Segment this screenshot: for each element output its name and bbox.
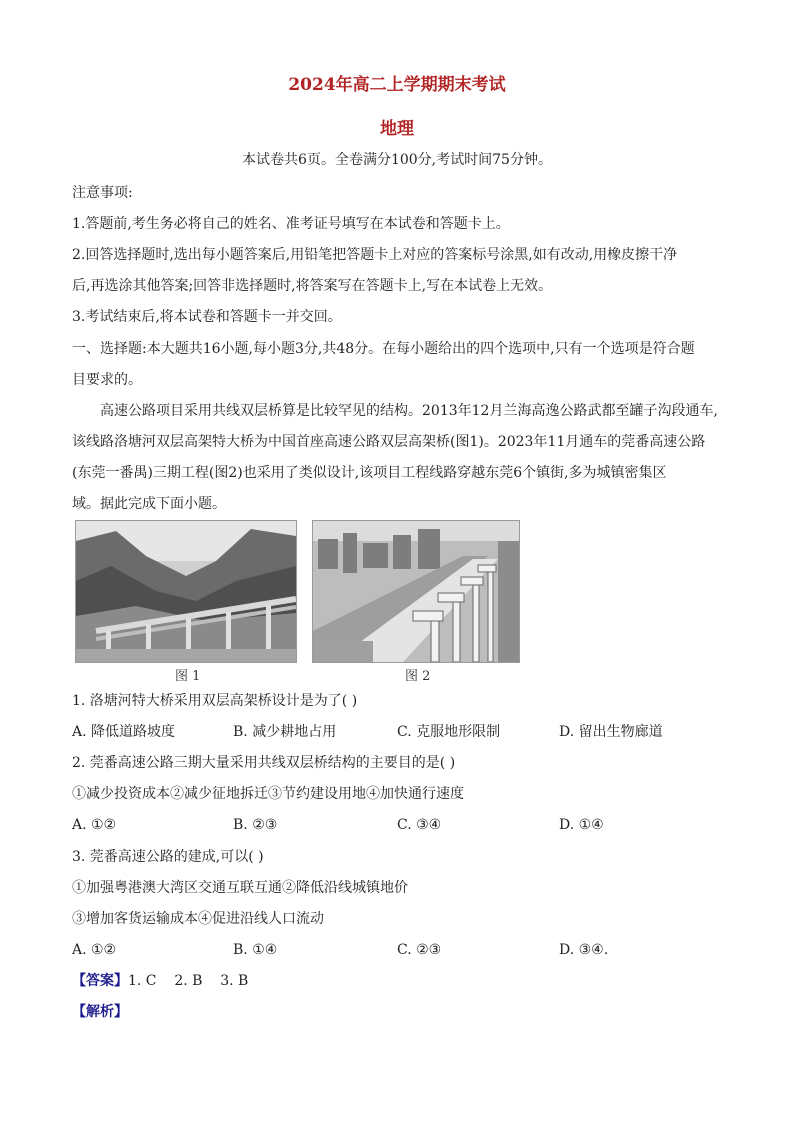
q3-option-c: C. ②③ bbox=[397, 942, 442, 958]
answer-text: 1. C 2. B 3. B bbox=[128, 973, 249, 989]
note-3: 3.考试结束后,将本试卷和答题卡一并交回。 bbox=[72, 309, 342, 325]
q1-option-d: D. 留出生物廊道 bbox=[559, 724, 663, 740]
analysis-label: 【解析】 bbox=[72, 1004, 128, 1020]
figure-2-caption: 图 2 bbox=[405, 669, 431, 684]
question-3-items-2: ③增加客货运输成本④促进沿线人口流动 bbox=[72, 911, 324, 927]
figure-1-caption: 图 1 bbox=[175, 669, 201, 684]
question-2-items: ①减少投资成本②减少征地拆迁③节约建设用地④加快通行速度 bbox=[72, 786, 464, 802]
passage-line-3: (东莞一番禺)三期工程(图2)也采用了类似设计,该项目工程线路穿越东莞6个镇街,多为城镇密集区 bbox=[72, 465, 667, 481]
q2-option-c: C. ③④ bbox=[397, 817, 442, 833]
question-2-stem: 2. 莞番高速公路三期大量采用共线双层桥结构的主要目的是( ) bbox=[72, 755, 456, 771]
passage-line-1: 高速公路项目采用共线双层桥算是比较罕见的结构。2013年12月兰海高逸公路武都至罐子沟段通车, bbox=[100, 403, 718, 419]
figure-2-highway-photo bbox=[312, 520, 520, 663]
section-heading-line-2: 目要求的。 bbox=[72, 372, 142, 388]
passage-line-4: 域。据此完成下面小题。 bbox=[72, 496, 226, 512]
q2-option-a: A. ①② bbox=[72, 817, 117, 833]
analysis-line bbox=[72, 1002, 722, 1022]
q3-option-a: A. ①② bbox=[72, 942, 117, 958]
section-heading-line-1: 一、选择题:本大题共16小题,每小题3分,共48分。在每小题给出的四个选项中,只有一个选项是符合题 bbox=[72, 341, 695, 357]
passage-line-2: 该线路洛塘河双层高架特大桥为中国首座高速公路双层高架桥(图1)。2023年11月通车的莞番高速公路 bbox=[72, 434, 706, 450]
question-3-items-1: ①加强粤港澳大湾区交通互联互通②降低沿线城镇地价 bbox=[72, 880, 408, 896]
q1-option-c: C. 克服地形限制 bbox=[397, 724, 501, 740]
answer-label: 【答案】 bbox=[72, 973, 128, 989]
note-2-line-2: 后,再选涂其他答案;回答非选择题时,将答案写在答题卡上,写在本试卷上无效。 bbox=[72, 278, 553, 294]
exam-info: 本试卷共6页。全卷满分100分,考试时间75分钟。 bbox=[242, 152, 552, 168]
note-2-line-1: 2.回答选择题时,选出每小题答案后,用铅笔把答题卡上对应的答案标号涂黑,如有改动,用橡皮擦干净 bbox=[72, 247, 678, 263]
q2-option-d: D. ①④ bbox=[559, 817, 604, 833]
q1-option-a: A. 降低道路坡度 bbox=[72, 724, 176, 740]
answer-line bbox=[72, 971, 722, 991]
note-1: 1.答题前,考生务必将自己的姓名、准考证号填写在本试卷和答题卡上。 bbox=[72, 216, 510, 232]
q3-option-b: B. ①④ bbox=[233, 942, 278, 958]
q1-option-b: B. 减少耕地占用 bbox=[233, 724, 337, 740]
question-1-stem: 1. 洛塘河特大桥采用双层高架桥设计是为了( ) bbox=[72, 693, 358, 709]
exam-title: 2024年高二上学期期末考试 bbox=[288, 75, 506, 95]
q3-option-d: D. ③④. bbox=[559, 942, 609, 958]
subject-title: 地理 bbox=[380, 119, 414, 139]
question-3-stem: 3. 莞番高速公路的建成,可以( ) bbox=[72, 849, 264, 865]
q2-option-b: B. ②③ bbox=[233, 817, 278, 833]
figure-1-bridge-photo bbox=[75, 520, 297, 663]
notes-heading: 注意事项: bbox=[72, 185, 133, 201]
